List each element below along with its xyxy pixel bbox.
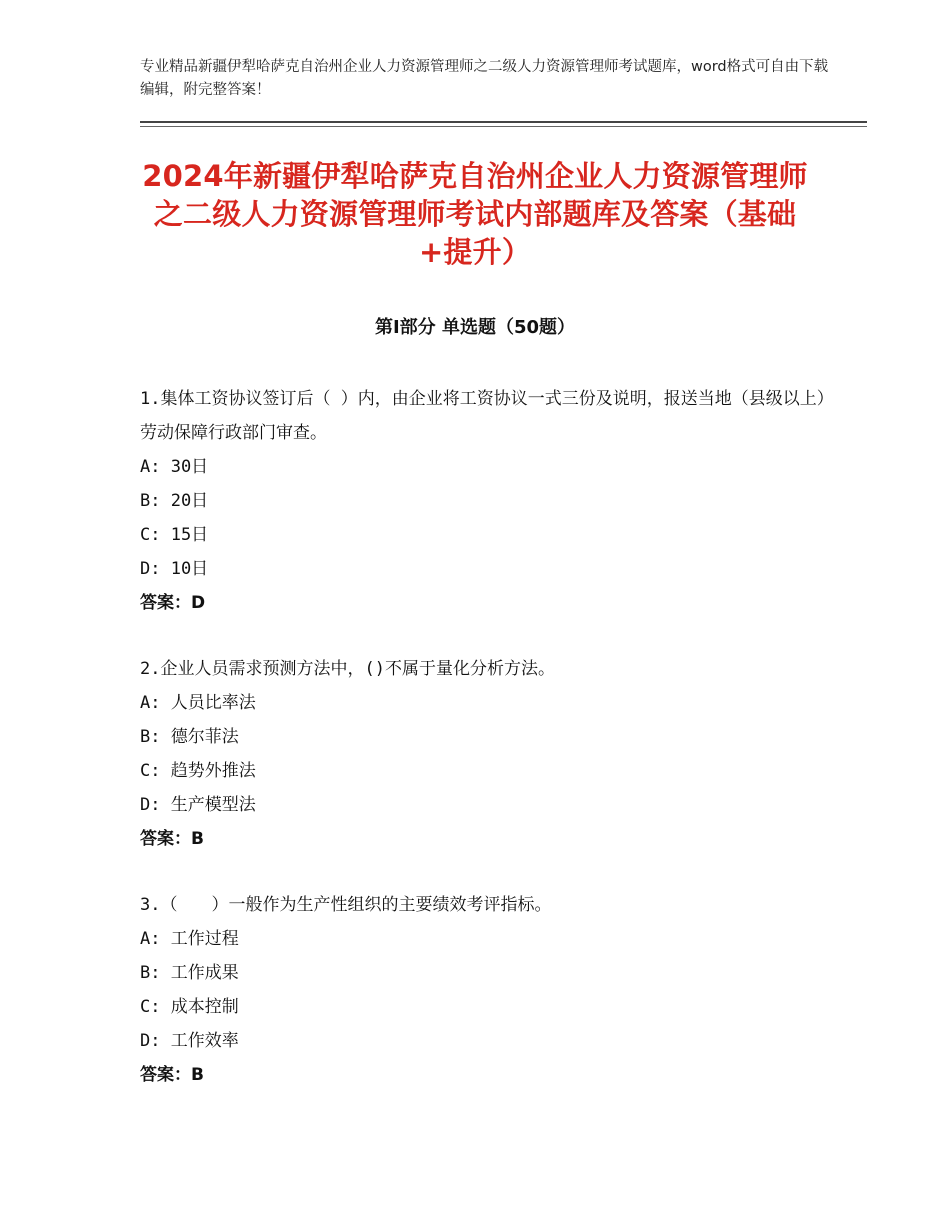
- header-rule-thick: [140, 121, 867, 123]
- option-c: C: 成本控制: [140, 997, 239, 1017]
- answer: 答案：D: [140, 593, 206, 613]
- option-d: D: 10日: [140, 559, 209, 579]
- option-c: C: 趋势外推法: [140, 761, 256, 781]
- question-1: [140, 382, 840, 620]
- option-d: D: 生产模型法: [140, 795, 256, 815]
- option-d: D: 工作效率: [140, 1031, 239, 1051]
- question-3: [140, 888, 840, 1092]
- answer: 答案：B: [140, 1065, 204, 1085]
- section-heading: 第Ⅰ部分 单选题（50题）: [374, 317, 575, 338]
- question-text: 3.（ ）一般作为生产性组织的主要绩效考评指标。: [140, 895, 552, 915]
- question-text: 1.集体工资协议签订后（ ）内，由企业将工资协议一式三份及说明，报送当地（县级以上）劳动保障行政部门审查。: [140, 389, 834, 443]
- option-b: B: 德尔菲法: [140, 727, 239, 747]
- option-b: B: 工作成果: [140, 963, 239, 983]
- option-c: C: 15日: [140, 525, 209, 545]
- option-a: A: 工作过程: [140, 929, 239, 949]
- answer: 答案：B: [140, 829, 204, 849]
- question-list: [140, 382, 840, 1124]
- option-b: B: 20日: [140, 491, 209, 511]
- option-a: A: 30日: [140, 457, 209, 477]
- option-a: A: 人员比率法: [140, 693, 256, 713]
- header-rule-thin: [140, 126, 867, 127]
- question-text: 2.企业人员需求预测方法中，()不属于量化分析方法。: [140, 659, 555, 679]
- header-note: 专业精品新疆伊犁哈萨克自治州企业人力资源管理师之二级人力资源管理师考试题库，word格式可自由下载编辑，附完整答案！: [140, 59, 829, 98]
- question-2: [140, 652, 840, 856]
- document-title: 2024年新疆伊犁哈萨克自治州企业人力资源管理师之二级人力资源管理师考试内部题库及答案（基础+提升）: [142, 159, 808, 269]
